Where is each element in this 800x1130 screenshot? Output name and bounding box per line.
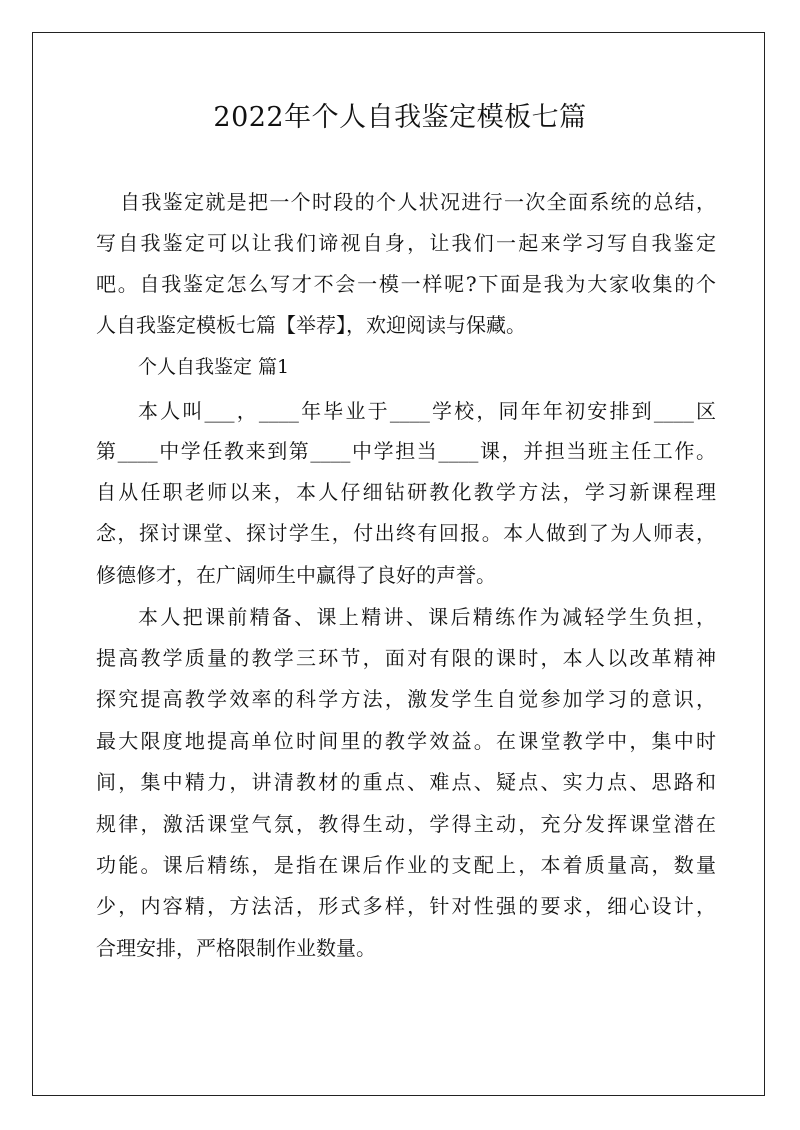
text-line: 规律，激活课堂气氛，教得生动，学得主动，充分发挥课堂潜在 bbox=[96, 812, 716, 836]
document-title: 2022年个人自我鉴定模板七篇 bbox=[213, 102, 587, 133]
text-line: 修德修才，在广阔师生中赢得了良好的声誉。 bbox=[96, 563, 496, 587]
text-line: 最大限度地提高单位时间里的教学效益。在课堂教学中，集中时 bbox=[96, 729, 716, 753]
text-line: 合理安排，严格限制作业数量。 bbox=[96, 936, 376, 960]
text-line: 人自我鉴定模板七篇【举荐】，欢迎阅读与保藏。 bbox=[96, 313, 526, 337]
text-line: 提高教学质量的教学三环节，面对有限的课时，本人以改革精神 bbox=[96, 646, 716, 670]
text-line: 写自我鉴定可以让我们谛视自身，让我们一起来学习写自我鉴定 bbox=[96, 231, 716, 255]
text-line: 间，集中精力，讲清教材的重点、难点、疑点、实力点、思路和 bbox=[96, 770, 716, 794]
text-line: 自从任职老师以来，本人仔细钻研教化教学方法，学习新课程理 bbox=[96, 480, 716, 504]
text-line: 探究提高教学效率的科学方法，激发学生自觉参加学习的意识， bbox=[96, 687, 716, 711]
text-line: 少，内容精，方法活，形式多样，针对性强的要求，细心设计， bbox=[96, 894, 716, 918]
text-line: 功能。课后精练，是指在课后作业的支配上，本着质量高，数量 bbox=[96, 853, 716, 877]
text-line: 本人把课前精备、课上精讲、课后精练作为减轻学生负担， bbox=[138, 605, 716, 629]
text-line: 吧。自我鉴定怎么写才不会一模一样呢?下面是我为大家收集的个 bbox=[96, 272, 716, 296]
text-line: 本人叫___，____年毕业于____学校，同年年初安排到____区 bbox=[138, 399, 716, 423]
section-heading: 个人自我鉴定 篇1 bbox=[138, 356, 290, 378]
text-line: 自我鉴定就是把一个时段的个人状况进行一次全面系统的总结， bbox=[120, 190, 716, 214]
text-line: 第____中学任教来到第____中学担当____课，并担当班主任工作。 bbox=[96, 439, 716, 463]
text-line: 念，探讨课堂、探讨学生，付出终有回报。本人做到了为人师表， bbox=[96, 521, 716, 545]
